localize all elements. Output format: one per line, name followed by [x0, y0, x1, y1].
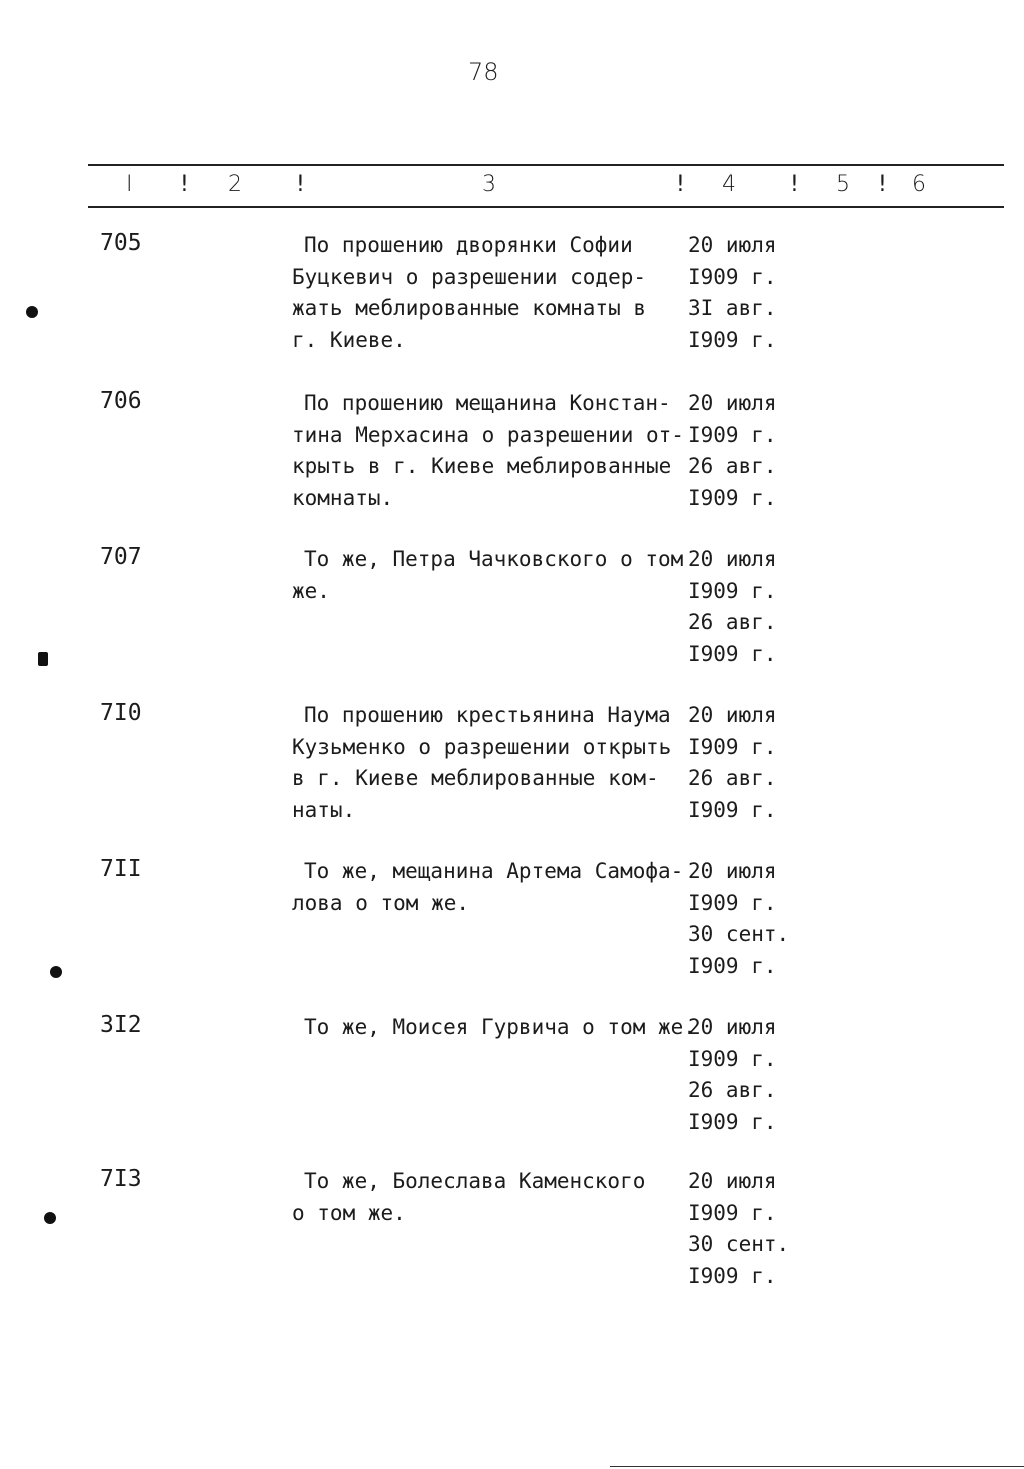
description-line: комнаты.: [292, 485, 394, 510]
table-row: [0, 700, 1024, 830]
date-line: 30 сент.: [688, 1232, 790, 1256]
case-number: 706: [100, 388, 142, 414]
table-row: [0, 1166, 1024, 1296]
description-line: То же, мещанина Артема Самофа-: [304, 859, 684, 883]
column-separator: !: [180, 172, 189, 197]
case-number: 7II: [100, 856, 142, 882]
case-description: [292, 544, 692, 607]
case-description: [292, 700, 692, 826]
date-line: 30 сент.: [688, 922, 790, 946]
case-dates: [688, 230, 777, 356]
case-dates: [688, 388, 777, 514]
description-line: По прошению дворянки Софии: [304, 233, 633, 257]
description-line: Кузьменко о разрешении открыть: [292, 734, 672, 759]
date-line: 3I авг.: [688, 296, 777, 320]
case-description: [292, 1012, 696, 1044]
page-number: 78: [468, 58, 499, 86]
column-header-6: 6: [912, 172, 926, 197]
date-line: I909 г.: [688, 422, 777, 447]
case-number: 707: [100, 544, 142, 570]
date-line: I909 г.: [688, 485, 777, 510]
date-line: I909 г.: [688, 327, 777, 352]
case-number: 7I3: [100, 1166, 142, 1192]
case-description: [292, 856, 692, 919]
column-header-4: 4: [722, 172, 736, 197]
binding-hole-mark: [50, 966, 62, 978]
table-header-top-rule: [88, 164, 1004, 166]
description-line: в г. Киеве меблированные ком-: [292, 766, 659, 790]
date-line: 20 июля: [688, 703, 777, 727]
case-dates: [688, 1012, 777, 1138]
date-line: I909 г.: [688, 734, 777, 759]
date-line: 26 авг.: [688, 454, 777, 478]
binding-hole-mark: [38, 652, 48, 666]
description-line: То же, Моисея Гурвича о том же.: [304, 1015, 696, 1039]
table-header-bottom-rule: [88, 206, 1004, 208]
date-line: 26 авг.: [688, 610, 777, 634]
column-separator: !: [296, 172, 305, 197]
date-line: I909 г.: [688, 890, 777, 915]
description-line: тина Мерхасина о разрешении от-: [292, 422, 684, 447]
column-header-1: I: [126, 172, 133, 197]
date-line: I909 г.: [688, 797, 777, 822]
column-separator: !: [878, 172, 887, 197]
case-dates: [688, 544, 777, 670]
date-line: I909 г.: [688, 641, 777, 666]
description-line: наты.: [292, 797, 356, 822]
date-line: I909 г.: [688, 1263, 777, 1288]
description-line: о том же.: [292, 1200, 406, 1225]
table-row: [0, 388, 1024, 518]
case-description: [292, 388, 692, 514]
date-line: 26 авг.: [688, 766, 777, 790]
footer-rule: [610, 1466, 1024, 1467]
column-separator: !: [676, 172, 685, 197]
description-line: г. Киеве.: [292, 327, 406, 352]
date-line: I909 г.: [688, 1046, 777, 1071]
column-header-2: 2: [228, 172, 242, 197]
table-row: [0, 1012, 1024, 1142]
binding-hole-mark: [26, 306, 38, 318]
description-line: Буцкевич о разрешении содер-: [292, 264, 647, 289]
table-row: [0, 856, 1024, 986]
date-line: I909 г.: [688, 953, 777, 978]
table-row: [0, 544, 1024, 674]
description-line: же.: [292, 578, 330, 603]
case-number: 7I0: [100, 700, 142, 726]
case-dates: [688, 1166, 789, 1292]
date-line: I909 г.: [688, 264, 777, 289]
date-line: I909 г.: [688, 578, 777, 603]
description-line: По прошению мещанина Констан-: [304, 391, 671, 415]
case-dates: [688, 856, 789, 982]
date-line: 20 июля: [688, 1015, 777, 1039]
table-row: [0, 230, 1024, 360]
column-separator: !: [790, 172, 799, 197]
description-line: лова о том же.: [292, 890, 470, 915]
column-header-3: 3: [482, 172, 496, 197]
case-dates: [688, 700, 777, 826]
date-line: 20 июля: [688, 233, 777, 257]
date-line: 20 июля: [688, 547, 777, 571]
case-number: 3I2: [100, 1012, 142, 1038]
date-line: I909 г.: [688, 1109, 777, 1134]
binding-hole-mark: [44, 1212, 56, 1224]
date-line: 20 июля: [688, 1169, 777, 1193]
column-header-5: 5: [836, 172, 850, 197]
description-line: крыть в г. Киеве меблированные: [292, 454, 672, 478]
case-description: [292, 1166, 692, 1229]
case-description: [292, 230, 692, 356]
date-line: 26 авг.: [688, 1078, 777, 1102]
description-line: По прошению крестьянина Наума: [304, 703, 671, 727]
case-number: 705: [100, 230, 142, 256]
description-line: То же, Петра Чачковского о том: [304, 547, 684, 571]
date-line: I909 г.: [688, 1200, 777, 1225]
date-line: 20 июля: [688, 859, 777, 883]
description-line: То же, Болеслава Каменского: [304, 1169, 646, 1193]
date-line: 20 июля: [688, 391, 777, 415]
description-line: жать меблированные комнаты в: [292, 296, 647, 320]
